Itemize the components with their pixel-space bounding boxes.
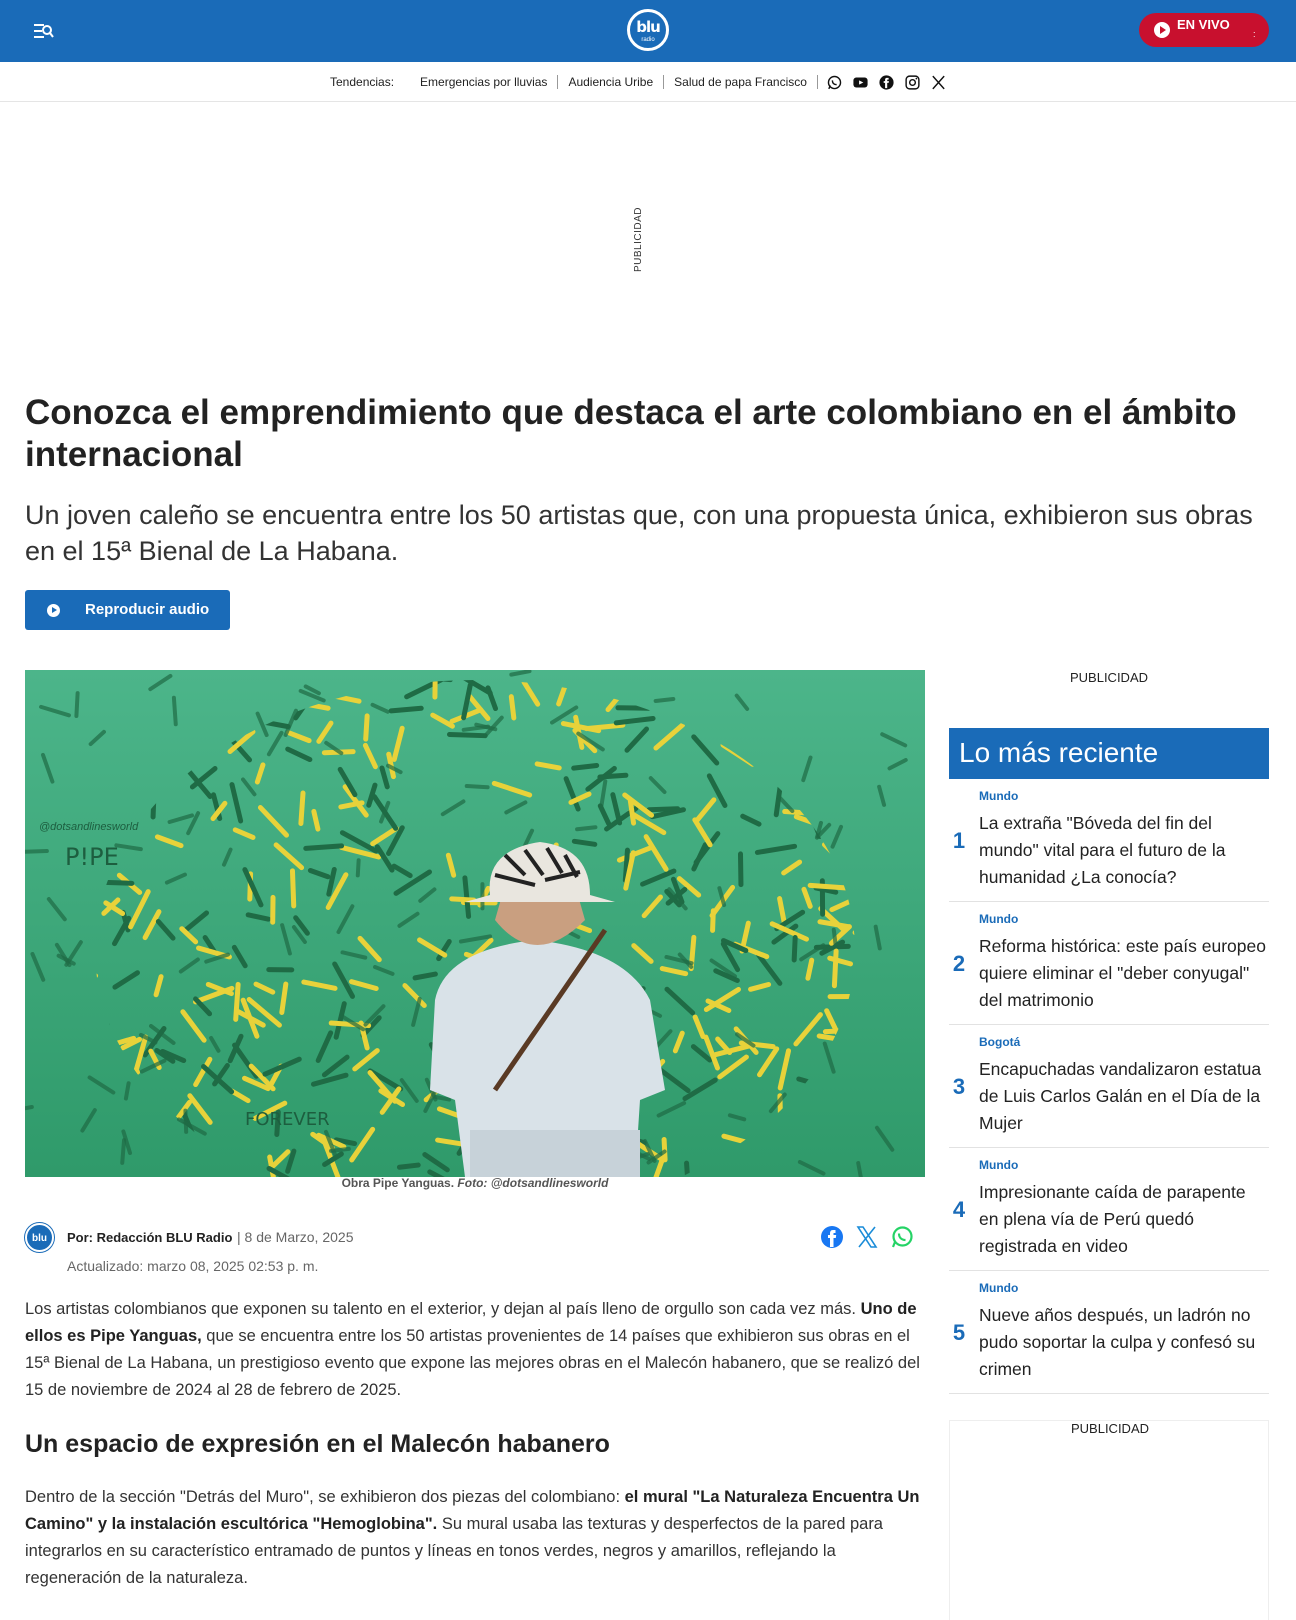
top-header bbox=[0, 0, 1296, 62]
live-button[interactable] bbox=[1139, 13, 1269, 47]
mural-signature: @dotsandlinesworld bbox=[39, 821, 139, 833]
recent-list bbox=[949, 779, 1269, 1394]
live-label: EN VIVO bbox=[1177, 17, 1230, 32]
recent-item-number: 3 bbox=[952, 1073, 966, 1099]
recent-item-title[interactable]: Impresionante caída de parapente en plena vía de Perú quedó registrada en video bbox=[979, 1182, 1246, 1256]
recent-item[interactable] bbox=[949, 1148, 1269, 1271]
article-image bbox=[25, 670, 925, 1177]
paragraph-text: Los artistas colombianos que exponen su talento en el exterior, y dejan al país lleno de orgullo son cada vez más. bbox=[25, 1300, 861, 1318]
paragraph-bold-text: Uno de ellos es Pipe Yanguas, bbox=[25, 1300, 917, 1345]
ad-label: PUBLICIDAD bbox=[1069, 670, 1149, 685]
recent-item-number: 5 bbox=[952, 1319, 966, 1345]
recent-item[interactable] bbox=[949, 1271, 1269, 1394]
menu-search-button[interactable] bbox=[30, 20, 56, 42]
paragraph-bold-text: el mural "La Naturaleza Encuentra Un Camino" y la instalación escultórica "Hemoglobina". bbox=[25, 1488, 920, 1533]
recent-item[interactable] bbox=[949, 902, 1269, 1025]
recent-item-title[interactable]: Nueve años después, un ladrón no pudo soportar la culpa y confesó su crimen bbox=[979, 1305, 1256, 1379]
facebook-icon[interactable] bbox=[878, 74, 895, 91]
author-avatar: blu bbox=[25, 1223, 54, 1252]
x-icon[interactable] bbox=[855, 1225, 879, 1249]
trending-label: Tendencias: bbox=[330, 75, 395, 89]
image-caption bbox=[25, 1176, 925, 1190]
recent-item-number: 1 bbox=[952, 827, 966, 853]
caption-text: Obra Pipe Yanguas. bbox=[341, 1176, 455, 1190]
paragraph-text: Su mural usaba las texturas y desperfectos de la pared para integrarlos en su característico entramado de puntos y líneas en tonos verdes, negros y amarillos, reflejando la regeneración de la naturaleza. bbox=[25, 1515, 883, 1587]
ad-label: PUBLICIDAD bbox=[1070, 1421, 1150, 1436]
recent-item[interactable] bbox=[949, 779, 1269, 902]
recent-item-title[interactable]: La extraña "Bóveda del fin del mundo" vital para el futuro de la humanidad ¿La conocía? bbox=[979, 813, 1226, 887]
share-buttons bbox=[820, 1225, 914, 1249]
whatsapp-icon[interactable] bbox=[826, 74, 843, 91]
article-title: Conozca el emprendimiento que destaca el arte colombiano en el ámbito internacional bbox=[25, 393, 1237, 474]
publish-date: | 8 de Marzo, 2025 bbox=[237, 1229, 354, 1245]
updated-date: Actualizado: marzo 08, 2025 02:53 p. m. bbox=[67, 1258, 319, 1274]
play-icon bbox=[1154, 22, 1170, 38]
recent-item[interactable] bbox=[949, 1025, 1269, 1148]
recent-item-category[interactable]: Mundo bbox=[979, 1158, 1019, 1172]
article-paragraph bbox=[25, 1484, 925, 1592]
trending-bar bbox=[0, 62, 1296, 102]
article-subtitle: Un joven caleño se encuentra entre los 50 artistas que, con una propuesta única, exhibieron sus obras en el 15ª Bienal de La Habana. bbox=[25, 500, 1253, 566]
x-icon[interactable] bbox=[930, 74, 947, 91]
whatsapp-icon[interactable] bbox=[890, 1225, 914, 1249]
sidebar-ad bbox=[949, 1420, 1269, 1620]
recent-item-number: 4 bbox=[952, 1196, 966, 1222]
trending-item[interactable]: Emergencias por lluvias bbox=[410, 75, 558, 89]
ad-label: PUBLICIDAD bbox=[633, 206, 644, 272]
photo-credit: Foto: @dotsandlinesworld bbox=[457, 1176, 609, 1190]
recent-item-category[interactable]: Mundo bbox=[979, 912, 1019, 926]
mural-pipe-text: P!PE bbox=[65, 843, 119, 871]
paragraph-text: Dentro de la sección "Detrás del Muro", se exhibieron dos piezas del colombiano: bbox=[25, 1488, 625, 1506]
mural-forever-text: FOREVER bbox=[245, 1109, 330, 1130]
recent-item-category[interactable]: Bogotá bbox=[979, 1035, 1021, 1049]
recent-item-category[interactable]: Mundo bbox=[979, 1281, 1019, 1295]
youtube-icon[interactable] bbox=[852, 74, 869, 91]
author-name[interactable]: Por: Redacción BLU Radio bbox=[67, 1230, 233, 1245]
play-icon bbox=[47, 604, 60, 617]
facebook-icon[interactable] bbox=[820, 1225, 844, 1249]
social-links bbox=[826, 74, 947, 91]
live-sublabel: : bbox=[1253, 29, 1256, 39]
recent-item-category[interactable]: Mundo bbox=[979, 789, 1019, 803]
article-paragraph bbox=[25, 1296, 925, 1404]
audio-button-label: Reproducir audio bbox=[85, 601, 210, 618]
play-audio-button[interactable] bbox=[25, 590, 230, 630]
trending-item[interactable]: Audiencia Uribe bbox=[558, 75, 664, 89]
logo-subtext: radio bbox=[641, 37, 655, 43]
mural-illustration bbox=[25, 670, 925, 1177]
menu-search-icon bbox=[30, 20, 56, 42]
recent-heading: Lo más reciente bbox=[949, 728, 1269, 779]
recent-item-title[interactable]: Reforma histórica: este país europeo quiere eliminar el "deber conyugal" del matrimonio bbox=[979, 936, 1266, 1010]
instagram-icon[interactable] bbox=[904, 74, 921, 91]
paragraph-text: que se encuentra entre los 50 artistas provenientes de 14 países que exhibieron sus obras en el 15ª Bienal de La Habana, un prestigioso evento que expone las mejores obras en el Malecón habanero, que se realizó del 15 de noviembre de 2024 al 28 de febrero de 2025. bbox=[25, 1327, 920, 1399]
trending-item[interactable]: Salud de papa Francisco bbox=[664, 75, 818, 89]
section-heading: Un espacio de expresión en el Malecón habanero bbox=[25, 1430, 610, 1458]
site-logo[interactable] bbox=[627, 9, 669, 51]
recent-item-title[interactable]: Encapuchadas vandalizaron estatua de Luis Carlos Galán en el Día de la Mujer bbox=[979, 1059, 1262, 1133]
recent-item-number: 2 bbox=[952, 950, 966, 976]
logo-text: blu bbox=[636, 18, 660, 36]
